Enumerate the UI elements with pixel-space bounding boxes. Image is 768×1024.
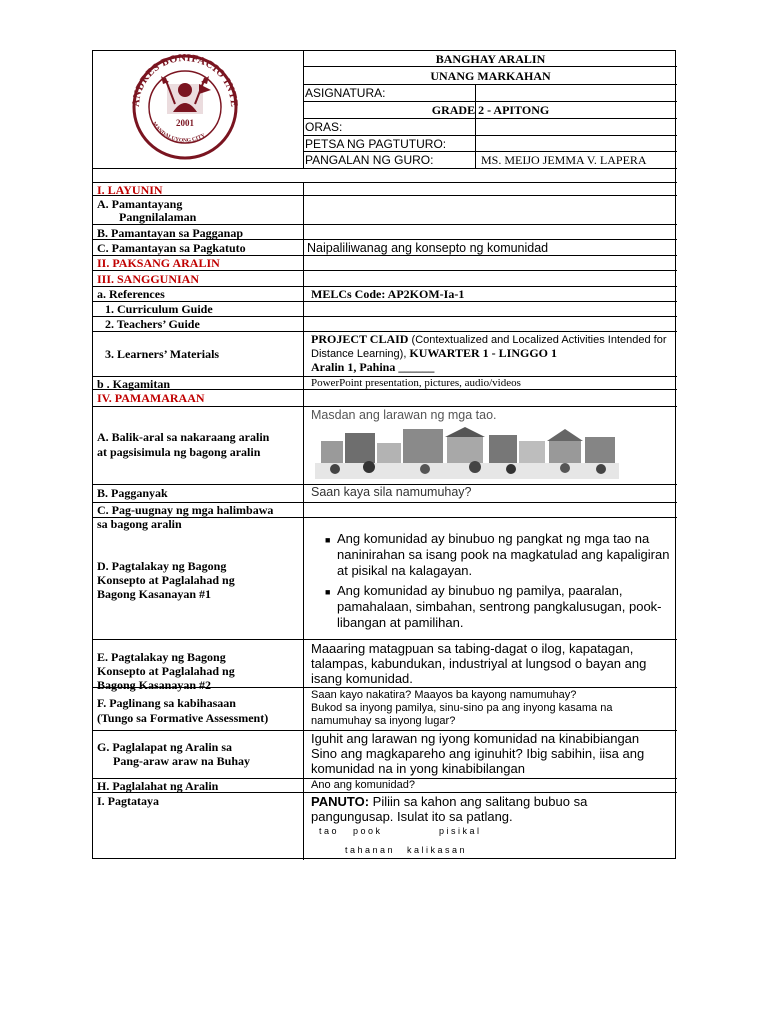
pagtalakay-2-label: E. Pagtalakay ng Bagong — [97, 650, 226, 664]
paglalahat-label: H. Paglalahat ng Aralin — [97, 779, 219, 793]
oras-label: ORAS: — [305, 120, 343, 134]
kagamitan-label: b . Kagamitan — [97, 377, 171, 391]
quarter-title: UNANG MARKAHAN — [430, 69, 551, 83]
references-label: a. References — [97, 287, 165, 301]
paglinang-value: Saan kayo nakatira? Maayos ba kayong namumuhay? Bukod sa inyong pamilya, sinu-sino pa ang inyong kasama na namumuhay sa inyong lugar? — [311, 689, 613, 727]
paglalahat-value: Ano ang komunidad? — [311, 779, 415, 791]
community-buildings-icon — [315, 423, 619, 479]
choice-word: t a h a n a n — [345, 845, 393, 855]
guro-value: MS. MEIJO JEMMA V. LAPERA — [481, 153, 647, 167]
school-logo — [99, 54, 271, 160]
pamantayan-pagganap-label: B. Pamantayan sa Pagganap — [97, 226, 244, 240]
pagtataya-instructions: PANUTO: Piliin sa kahon ang salitang bubuo sa pangungusap. Isulat ito sa patlang. — [311, 794, 588, 824]
claid-reference: PROJECT CLAID (Contextualized and Localized Activities Intended for Distance Learning), KUWARTER 1 - LINGGO 1 Aralin 1, Pahina ______ — [311, 332, 667, 374]
paglalapat-label: G. Paglalapat ng Aralin sa — [97, 740, 233, 754]
pagtalakay-2-value: Maaaring matagpuan sa tabing-dagat o ilog, kapatagan, talampas, kabundukan, industriyal at lungsod o bayan ang isang komunidad. — [311, 641, 647, 686]
bullet-icon: ■ — [325, 587, 331, 597]
pagtataya-label: I. Pagtataya — [97, 794, 159, 808]
paglalapat-value: Iguhit ang larawan ng iyong komunidad na kinabibiangan Sino ang magkapareho ang iginuhit? Ibig sabihin, iisa ang komunidad na in yong kinabibilangan — [311, 731, 645, 776]
pamantayang-nilalaman-label: A. Pamantayang — [97, 197, 183, 211]
pagganyak-label: B. Pagganyak — [97, 486, 168, 500]
choice-word: k a l i k a s a n — [407, 845, 465, 855]
references-value: MELCs Code: AP2KOM-Ia-1 — [311, 287, 465, 301]
pagtalakay-1-label: D. Pagtalakay ng Bagong — [97, 559, 227, 573]
bullet-2: Ang komunidad ay binubuo ng pamilya, paaralan, pamahalaan, simbahan, sentrong pangkalusugan, pook- libangan at pamilihan. — [337, 583, 662, 630]
pamantayang-nilalaman-label-2: Pangnilalaman — [119, 210, 197, 224]
svg-text:ANDRES BONIFACIO INTEGRATED SC: ANDRES BONIFACIO INTE — [130, 54, 240, 108]
pag-uugnay-label-2: sa bagong aralin — [97, 517, 182, 531]
choice-word: p o o k — [353, 826, 381, 836]
paksang-aralin-heading: II. PAKSANG ARALIN — [97, 256, 220, 270]
pamamaraan-heading: IV. PAMAMARAAN — [97, 391, 205, 405]
community-picture — [315, 423, 619, 479]
pag-uugnay-label: C. Pag-uugnay ng mga halimbawa — [97, 503, 274, 517]
curriculum-guide-label: 1. Curriculum Guide — [105, 302, 213, 316]
svg-text:MANDALUYONG CITY: MANDALUYONG CITY — [150, 121, 207, 144]
guro-label: PANGALAN NG GURO: — [305, 153, 434, 167]
pamantayan-pagkatuto-label: C. Pamantayan sa Pagkatuto — [97, 241, 246, 255]
bullet-1: Ang komunidad ay binubuo ng pangkat ng mga tao na naninirahan sa isang pook na magkatulad ang kapaligiran at pisikal na kalagayan. — [337, 531, 670, 578]
pagganyak-value: Saan kaya sila namumuhay? — [311, 485, 472, 499]
pagkatuto-value: Naipaliliwanag ang konsepto ng komunidad — [307, 241, 549, 255]
grade-section: GRADE 2 - APITONG — [431, 103, 550, 117]
choice-word: p i s i k a l — [439, 826, 480, 836]
petsa-label: PETSA NG PAGTUTURO: — [305, 137, 447, 151]
bullet-icon: ■ — [325, 535, 331, 545]
paglinang-label: F. Paglinang sa kabihasaan — [97, 696, 236, 710]
pagtalakay-2-label-2: Konsepto at Paglalahad ng — [97, 664, 235, 678]
layunin-heading: I. LAYUNIN — [97, 183, 163, 197]
balik-aral-value: Masdan ang larawan ng mga tao. — [311, 408, 497, 422]
plan-title: BANGHAY ARALIN — [435, 52, 546, 66]
pagtalakay-2-label-3: Bagong Kasanayan #2 — [97, 678, 212, 692]
balik-aral-label-2: at pagsisimula ng bagong aralin — [97, 445, 261, 459]
balik-aral-label: A. Balik-aral sa nakaraang aralin — [97, 430, 270, 444]
sanggunian-heading: III. SANGGUNIAN — [97, 272, 200, 286]
paglinang-label-2: (Tungo sa Formative Assessment) — [97, 711, 269, 725]
asignatura-label: ASIGNATURA: — [305, 86, 386, 100]
school-seal-icon — [99, 54, 271, 160]
svg-text:2001: 2001 — [176, 118, 194, 128]
lesson-plan-document — [92, 50, 676, 859]
paglalapat-label-2: Pang-araw araw na Buhay — [113, 754, 251, 768]
pagtalakay-1-label-2: Konsepto at Paglalahad ng — [97, 573, 235, 587]
kagamitan-value: PowerPoint presentation, pictures, audio/videos — [311, 377, 521, 389]
teachers-guide-label: 2. Teachers’ Guide — [105, 317, 200, 331]
pagtalakay-1-label-3: Bagong Kasanayan #1 — [97, 587, 212, 601]
learners-materials-label: 3. Learners’ Materials — [105, 347, 220, 361]
choice-word: t a o — [319, 826, 337, 836]
